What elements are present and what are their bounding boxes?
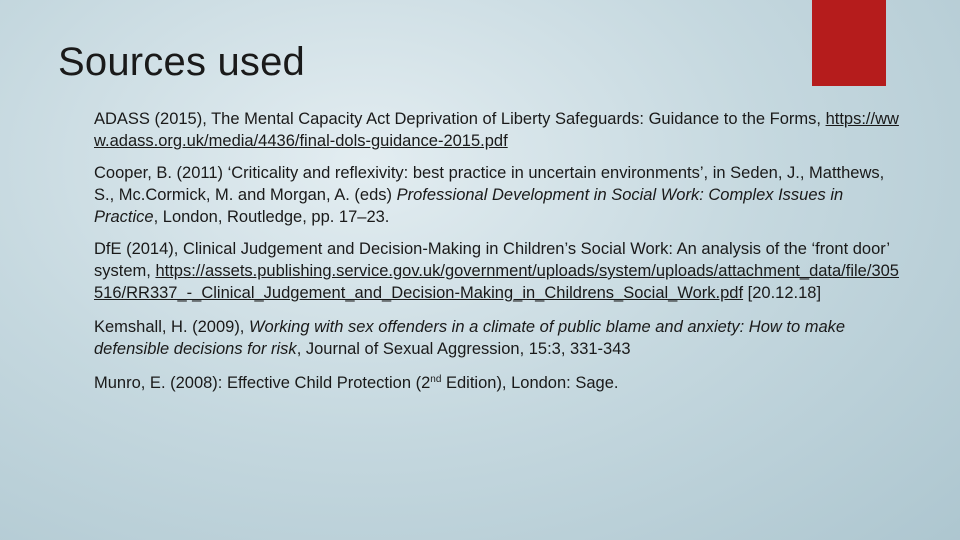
reference-cooper	[94, 162, 900, 228]
reference-superscript: nd	[430, 374, 442, 385]
reference-adass	[94, 108, 900, 152]
reference-text: , London, Routledge, pp. 17–23.	[153, 208, 390, 226]
reference-text: ADASS (2015), The Mental Capacity Act Deprivation of Liberty Safeguards: Guidance to the Forms,	[94, 110, 826, 128]
reference-text: , Journal of Sexual Aggression, 15:3, 331-343	[296, 340, 631, 358]
reference-text: Kemshall, H. (2009),	[94, 318, 249, 336]
reference-kemshall	[94, 316, 900, 360]
reference-link[interactable]: https://assets.publishing.service.gov.uk/government/uploads/system/uploads/attachment_data/file/305516/RR337_-_Clinical_Judgement_and_Decision-Making_in_Childrens_Social_Work.pdf	[94, 262, 899, 302]
reference-list	[94, 108, 900, 404]
reference-text: DfE (2014), Clinical Judgement and Decision-Making in Children’s Social Work: An analysis of the ‘front door’ system,	[94, 240, 890, 280]
slide-title: Sources used	[58, 40, 305, 84]
reference-dfe	[94, 238, 900, 304]
reference-text: Munro, E. (2008): Effective Child Protection (2	[94, 374, 431, 392]
accent-bar	[812, 0, 886, 86]
reference-italic-title: Professional Development in Social Work: Complex Issues in Practice	[94, 186, 844, 226]
reference-link[interactable]: https://www.adass.org.uk/media/4436/final-dols-guidance-2015.pdf	[94, 110, 899, 150]
reference-text: Edition), London: Sage.	[441, 374, 619, 392]
reference-munro	[94, 372, 900, 394]
reference-text: Cooper, B. (2011) ‘Criticality and reflexivity: best practice in uncertain environments’, in Seden, J., Matthews, S., Mc.Cormick, M. and Morgan, A. (eds)	[94, 164, 885, 204]
reference-text: [20.12.18]	[743, 284, 822, 302]
reference-italic-title: Working with sex offenders in a climate of public blame and anxiety: How to make defensible decisions for risk	[94, 318, 846, 358]
